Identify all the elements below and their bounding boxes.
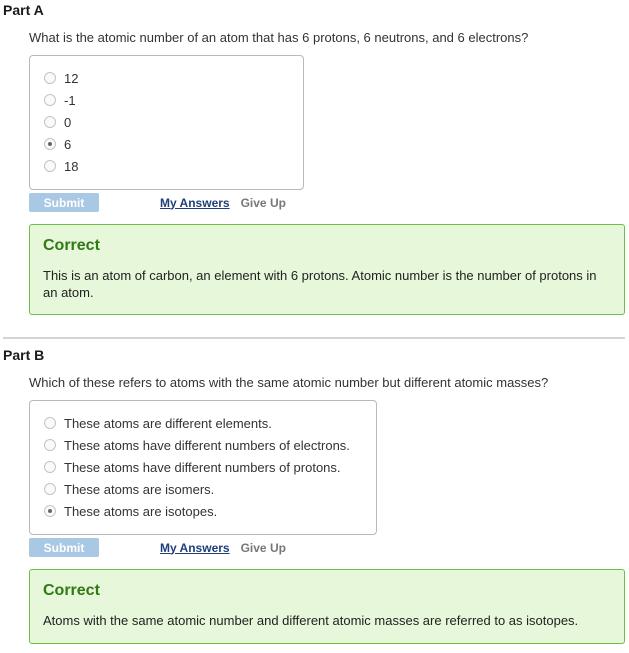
part-a-title: Part A [3,2,44,18]
radio-button[interactable] [44,72,56,84]
radio-button[interactable] [44,116,56,128]
radio-button[interactable] [44,505,56,517]
part-b-feedback-text: Atoms with the same atomic number and different atomic masses are referred to as isotopes. [43,613,579,628]
choice-label: 6 [64,136,72,152]
choice-label: These atoms have different numbers of protons. [64,459,341,475]
part-b-choice-0[interactable] [30,412,376,434]
radio-button[interactable] [44,461,56,473]
part-b-title: Part B [3,347,45,363]
part-b-choices [29,400,377,535]
radio-button[interactable] [44,417,56,429]
choice-label: These atoms are isotopes. [64,503,218,519]
part-b-feedback-title: Correct [43,582,100,599]
part-b-submit-button[interactable]: Submit [29,538,99,557]
part-b-feedback [29,569,625,644]
part-a-submit-button[interactable]: Submit [29,193,99,212]
part-b-my-answers-link[interactable]: My Answers [160,540,230,555]
choice-label: 0 [64,114,72,130]
part-a-choices [29,55,304,190]
radio-button[interactable] [44,160,56,172]
part-a-feedback [29,224,625,315]
part-b-actions [29,538,286,557]
part-b-choice-3[interactable] [30,478,376,500]
section-divider [3,337,625,339]
part-b-choice-2[interactable] [30,456,376,478]
part-a-feedback-title: Correct [43,237,100,254]
part-a-my-answers-link[interactable]: My Answers [160,195,230,210]
part-a-feedback-text: This is an atom of carbon, an element with 6 protons. Atomic number is the number of protons in an atom. [43,268,597,300]
choice-label: 18 [64,158,79,174]
choice-label: -1 [64,92,76,108]
part-a-actions [29,193,286,212]
part-a-choice-2[interactable] [30,111,303,133]
radio-button[interactable] [44,94,56,106]
choice-label: These atoms are different elements. [64,415,272,431]
part-a-question: What is the atomic number of an atom that has 6 protons, 6 neutrons, and 6 electrons? [29,30,529,45]
part-a-give-up-link[interactable]: Give Up [240,195,286,210]
radio-button[interactable] [44,439,56,451]
radio-button[interactable] [44,138,56,150]
radio-button[interactable] [44,483,56,495]
choice-label: These atoms have different numbers of electrons. [64,437,350,453]
part-b-give-up-link[interactable]: Give Up [240,540,286,555]
part-b-choice-1[interactable] [30,434,376,456]
choice-label: 12 [64,70,79,86]
choice-label: These atoms are isomers. [64,481,215,497]
part-a-choice-0[interactable] [30,67,303,89]
part-b-choice-4[interactable] [30,500,376,522]
part-b-question: Which of these refers to atoms with the same atomic number but different atomic masses? [29,375,549,390]
part-a-choice-1[interactable] [30,89,303,111]
part-a-choice-4[interactable] [30,155,303,177]
part-a-choice-3[interactable] [30,133,303,155]
